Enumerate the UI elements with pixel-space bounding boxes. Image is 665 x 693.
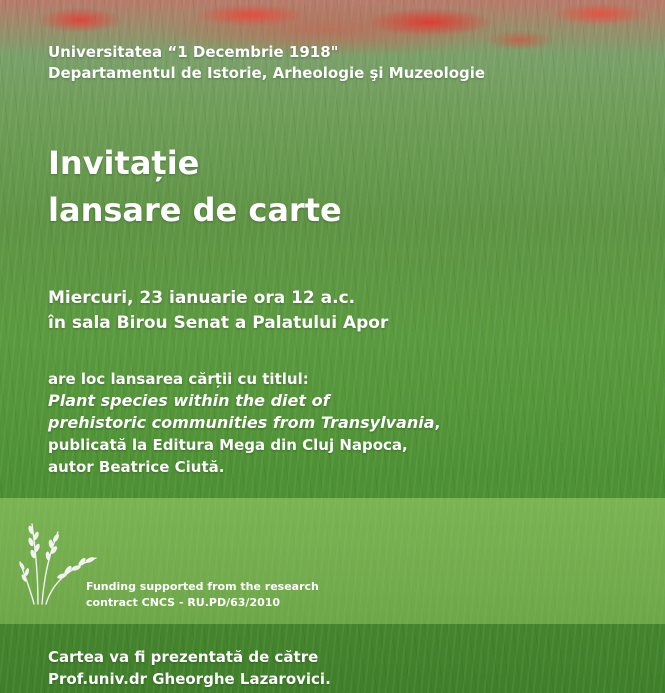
header (48, 42, 485, 84)
title-line-1: Invitație (48, 144, 200, 182)
book-title-line-2: prehistoric communities from Transylvania (48, 413, 435, 432)
funding-note (86, 579, 319, 611)
book-description (48, 368, 440, 478)
book-title-line-1: Plant species within the diet of (48, 391, 330, 410)
author-info: autor Beatrice Ciută. (48, 458, 225, 476)
department-name: Departamentul de Istorie, Arheologie şi Muzeologie (48, 64, 486, 82)
funding-line-1: Funding supported from the research (86, 580, 319, 593)
presenter-line-2: Prof.univ.dr Gheorghe Lazarovici. (48, 670, 331, 688)
description-intro: are loc lansarea cărții cu titlul: (48, 370, 309, 388)
publisher-info: publicată la Editura Mega din Cluj Napoca, (48, 436, 408, 454)
funding-line-2: contract CNCS - RU.PD/63/2010 (86, 596, 281, 609)
event-details (48, 286, 388, 336)
book-title-line-2-wrap (48, 412, 440, 434)
page-title (48, 140, 342, 234)
book-title-suffix: , (434, 414, 441, 432)
event-date: Miercuri, 23 ianuarie ora 12 a.c. (48, 288, 356, 308)
title-line-2: lansare de carte (48, 191, 342, 229)
event-location: în sala Birou Senat a Palatului Apor (48, 313, 389, 333)
university-name: Universitatea “1 Decembrie 1918" (48, 43, 339, 61)
presenter-info (48, 646, 331, 690)
presenter-line-1: Cartea va fi prezentată de către (48, 648, 319, 666)
